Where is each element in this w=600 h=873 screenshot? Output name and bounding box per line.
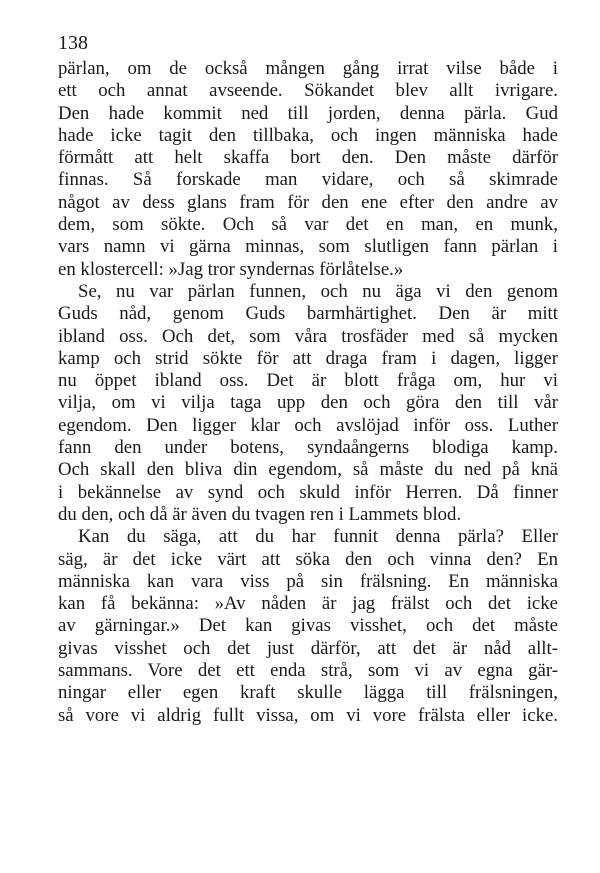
text-line: av gärningar.» Det kan givas visshet, och det måste bbox=[58, 615, 558, 637]
page-number: 138 bbox=[58, 32, 88, 54]
text-line: vars namn vi gärna minnas, som slutligen fann pärlan i bbox=[58, 236, 558, 258]
text-line: Och skall den bliva din egendom, så måste du ned på knä bbox=[58, 459, 558, 481]
text-line: kan få bekänna: »Av nåden är jag frälst och det icke bbox=[58, 593, 558, 615]
text-line: sammans. Vore det ett enda strå, som vi av egna gär- bbox=[58, 660, 558, 682]
text-line: något av dess glans fram för den ene efter den andre av bbox=[58, 191, 558, 213]
text-line: egendom. Den ligger klar och avslöjad inför oss. Luther bbox=[58, 414, 558, 436]
text-line: ningar eller egen kraft skulle lägga till frälsningen, bbox=[58, 682, 558, 704]
text-line: finnas. Så forskade man vidare, och så skimrade bbox=[58, 169, 558, 191]
text-line: i bekännelse av synd och skuld inför Herren. Då finner bbox=[58, 481, 558, 503]
text-line: förmått att helt skaffa bort den. Den måste därför bbox=[58, 147, 558, 169]
text-line: nu öppet ibland oss. Det är blott fråga om, hur vi bbox=[58, 370, 558, 392]
text-line: ett och annat avseende. Sökandet blev allt ivrigare. bbox=[58, 80, 558, 102]
text-line: en klostercell: »Jag tror syndernas förlåtelse.» bbox=[58, 258, 404, 280]
text-line: människa kan vara viss på sin frälsning. En människa bbox=[58, 570, 558, 592]
page-text-body bbox=[58, 58, 558, 727]
text-line: vilja, om vi vilja taga upp den och göra den till vår bbox=[58, 392, 558, 414]
book-page bbox=[58, 30, 558, 727]
text-line: dem, som sökte. Och så var det en man, en munk, bbox=[58, 214, 558, 236]
text-line: kamp och strid sökte för att draga fram i dagen, ligger bbox=[58, 347, 558, 369]
text-line: Guds nåd, genom Guds barmhärtighet. Den är mitt bbox=[58, 303, 558, 325]
text-line: pärlan, om de också mången gång irrat vilse både i bbox=[58, 58, 558, 79]
text-line: säg, är det icke värt att söka den och vinna den? En bbox=[58, 548, 558, 570]
text-line: ibland oss. Och det, som våra trosfäder med så mycken bbox=[58, 325, 558, 347]
text-line: givas visshet och det just därför, att det är nåd allt- bbox=[58, 637, 558, 659]
text-line: Den hade kommit ned till jorden, denna pärla. Gud bbox=[58, 102, 558, 124]
text-line: så vore vi aldrig fullt vissa, om vi vore frälsta eller icke. bbox=[58, 704, 558, 726]
text-line: du den, och då är även du tvagen ren i Lammets blod. bbox=[58, 503, 462, 525]
text-line: Kan du säga, att du har funnit denna pärla? Eller bbox=[78, 526, 558, 548]
text-line: hade icke tagit den tillbaka, och ingen människa hade bbox=[58, 124, 558, 146]
text-line: Se, nu var pärlan funnen, och nu äga vi den genom bbox=[78, 280, 558, 302]
text-line: fann den under botens, syndaångerns blodiga kamp. bbox=[58, 437, 558, 459]
